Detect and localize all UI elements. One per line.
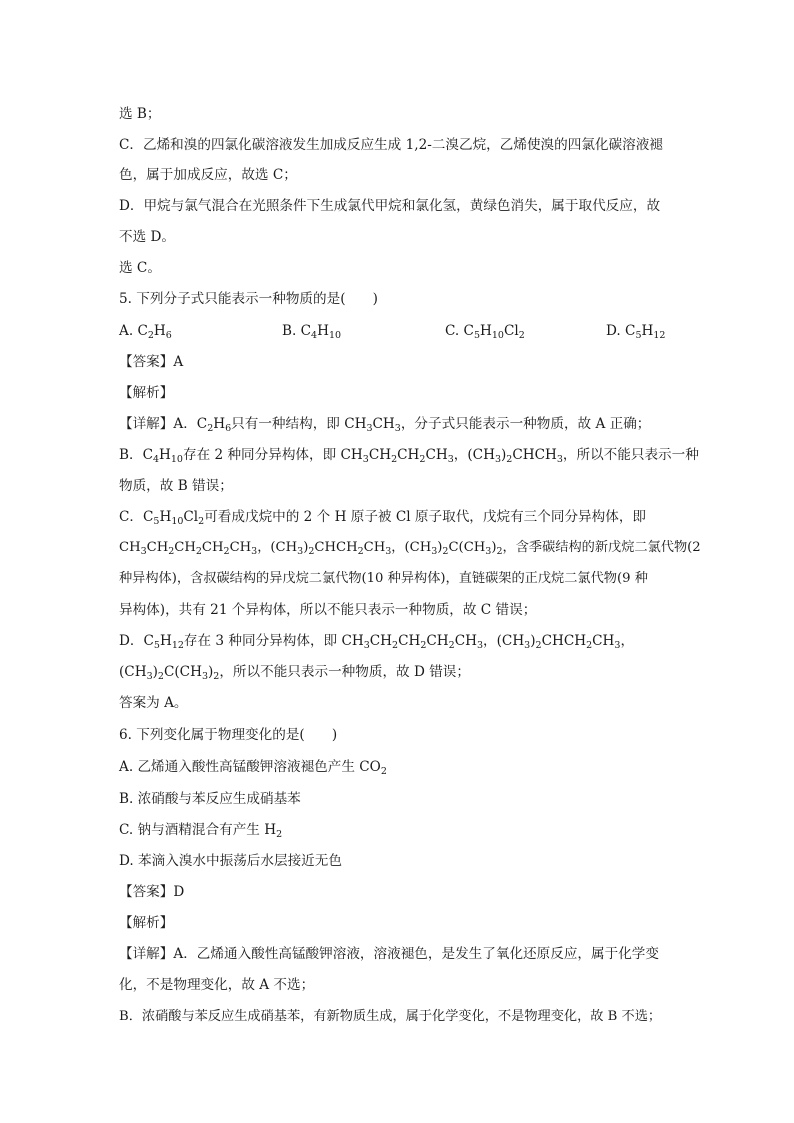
detail-line: 【详解】A．乙烯通入酸性高锰酸钾溶液，溶液褪色，是发生了氧化还原反应，属于化学变 bbox=[119, 946, 659, 962]
question-5-stem: 5. 下列分子式只能表示一种物质的是( ) bbox=[119, 291, 378, 307]
text-line: 色，属于加成反应，故选 C； bbox=[119, 167, 297, 183]
question-6-stem: 6. 下列变化属于物理变化的是( ) bbox=[119, 727, 338, 743]
detail-line: 物质，故 B 错误； bbox=[119, 478, 233, 494]
answer-label: 【答案】D bbox=[119, 884, 185, 900]
detail-line: $(CH_3)_2C(CH_3)_2$，所以不能只表示一种物质，故 D 错误； bbox=[119, 664, 470, 682]
answer-label: 【答案】A bbox=[119, 354, 184, 370]
detail-line: C．$C_5H_{10}Cl_2$可看成戊烷中的 2 个 H 原子被 Cl 原子取代，戊烷有三个同分异构体，即 bbox=[119, 509, 647, 527]
detail-line: 化，不是物理变化，故 A 不选； bbox=[119, 977, 315, 993]
detail-line: 种异构体)，含叔碳结构的异戊烷二氯代物(10 种异构体)，直链碳架的正戊烷二氯代物(9 种 bbox=[119, 571, 648, 586]
text-line: 选 B； bbox=[119, 106, 161, 122]
option-b: B. 浓硝酸与苯反应生成硝基苯 bbox=[119, 791, 301, 807]
analysis-label: 【解析】 bbox=[119, 385, 174, 401]
option-c: C. 钠与酒精混合有产生 $H_2$ bbox=[119, 822, 283, 840]
text-line: 选 C。 bbox=[119, 260, 161, 276]
text-line: 不选 D。 bbox=[119, 229, 176, 245]
text-line: C．乙烯和溴的四氯化碳溶液发生加成反应生成 1,2-二溴乙烷，乙烯使溴的四氯化碳溶液褪 bbox=[119, 137, 663, 153]
detail-line: B．$C_4H_{10}$存在 2 种同分异构体，即 $CH_3CH_2CH_2CH_3$，$(CH_3)_2CHCH_3$，所以不能只表示一种 bbox=[119, 447, 699, 465]
option-a: A. 乙烯通入酸性高锰酸钾溶液褪色产生 $CO_2$ bbox=[119, 759, 387, 777]
analysis-label: 【解析】 bbox=[119, 915, 174, 931]
detail-line: $CH_3CH_2CH_2CH_2CH_3$，$(CH_3)_2CHCH_2CH_3$，$(CH_3)_2C(CH_3)_2$，含季碳结构的新戊烷二氯代物(2 bbox=[119, 540, 701, 557]
detail-line: D．$C_5H_{12}$存在 3 种同分异构体，即 $CH_3CH_2CH_2CH_2CH_3$，$(CH_3)_2CHCH_2CH_3$， bbox=[119, 633, 635, 651]
detail-line: B．浓硝酸与苯反应生成硝基苯，有新物质生成，属于化学变化，不是物理变化，故 B 不选； bbox=[119, 1009, 662, 1024]
option-b: B. $C_4H_{10}$ bbox=[282, 323, 342, 341]
detail-line: 【详解】A．$C_2H_6$只有一种结构，即 $CH_3CH_3$，分子式只能表示一种物质，故 A 正确； bbox=[119, 416, 651, 434]
detail-line: 异构体)，共有 21 个异构体，所以不能只表示一种物质，故 C 错误； bbox=[119, 602, 537, 618]
option-d: D. $C_5H_{12}$ bbox=[606, 323, 666, 341]
conclusion-line: 答案为 A。 bbox=[119, 695, 188, 711]
option-c: C. $C_5H_{10}Cl_2$ bbox=[445, 323, 525, 341]
option-d: D. 苯滴入溴水中振荡后水层接近无色 bbox=[119, 853, 342, 869]
option-a: A. $C_2H_6$ bbox=[119, 323, 172, 341]
text-line: D．甲烷与氯气混合在光照条件下生成氯代甲烷和氯化氢，黄绿色消失，属于取代反应，故 bbox=[119, 198, 661, 214]
